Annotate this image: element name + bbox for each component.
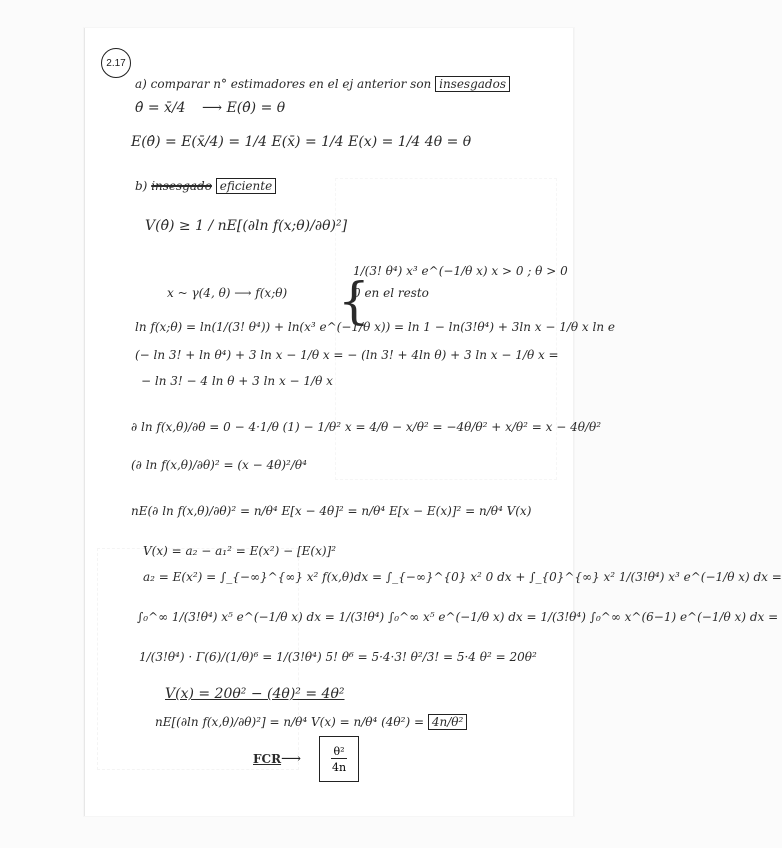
expectation-chain: E(θ̂) = E(x̄/4) = 1/4 E(x̄) = 1/4 E(x) = 1/4 4θ = θ [131,134,472,150]
integral-line: ∫₀^∞ 1/(3!θ⁴) x⁵ e^(−1/θ x) dx = 1/(3!θ⁴) ∫₀^∞ x⁵ e^(−1/θ x) dx = 1/(3!θ⁴) ∫₀^∞ x^(6−1) e^(−1/θ x) dx = [137,610,779,624]
fisher-line: nE(∂ ln f(x,θ)/∂θ)² = n/θ⁴ E[x − 4θ]² = n/θ⁴ E[x − E(x)]² = n/θ⁴ V(x) [131,504,532,518]
pdf-case-1: 1/(3! θ⁴) x³ e^(−1/θ x) x > 0 ; θ > 0 [353,264,568,278]
fcr-label: FCR [253,752,282,766]
ln-line-2: (− ln 3! + ln θ⁴) + 3 ln x − 1/θ x = − (ln 3! + 4ln θ) + 3 ln x − 1/θ x = [135,348,559,362]
derivative-line: ∂ ln f(x,θ)/∂θ = 0 − 4·1/θ (1) − 1/θ² x = 4/θ − x/θ² = −4θ/θ² + x/θ² = x − 4θ/θ² [131,420,602,434]
piecewise-brace: { [338,272,370,330]
gamma-evaluation: 1/(3!θ⁴) · Γ(6)/(1/θ)⁶ = 1/(3!θ⁴) 5! θ⁶ = 5·4·3! θ²/3! = 5·4 θ² = 20θ² [139,650,537,664]
gamma-line: x ~ γ(4, θ) ⟶ f(x;θ) [167,286,288,300]
eficiente-box: eficiente [216,178,276,194]
theta-hat-line: θ̂ = x̄/4 ⟶ E(θ̂) = θ [135,100,286,116]
a2-line: a₂ = E(x²) = ∫_{−∞}^{∞} x² f(x,θ)dx = ∫_{−∞}^{0} x² 0 dx + ∫_{0}^{∞} x² 1/(3!θ⁴) x³ e^(−1/θ x) dx = [143,570,782,584]
notebook-page [84,28,782,816]
variance-result: V(x) = 20θ² − (4θ)² = 4θ² [165,686,345,702]
part-a-line: a) comparar n° estimadores en el ej anterior son insesgados [135,76,510,92]
variance-definition: V(x) = a₂ − a₁² = E(x²) − [E(x)]² [143,544,337,558]
final-fisher-line: nE[(∂ln f(x,θ)/∂θ)²] = n/θ⁴ V(x) = n/θ⁴ (4θ²) = 4n/θ² [155,714,467,730]
ln-line-3: − ln 3! − 4 ln θ + 3 ln x − 1/θ x [141,374,333,388]
pdf-case-2: 0 en el resto [353,286,429,300]
variance-bound: V(θ̂) ≥ 1 / nE[(∂ln f(x;θ)/∂θ)²] [145,218,348,234]
part-b-line: b) insesgado eficiente [135,178,276,194]
fisher-result-box: 4n/θ² [428,714,467,730]
squared-derivative: (∂ ln f(x,θ)/∂θ)² = (x − 4θ)²/θ⁴ [131,458,307,472]
ln-line-1: ln f(x;θ) = ln(1/(3! θ⁴)) + ln(x³ e^(−1/θ x)) = ln 1 − ln(3!θ⁴) + 3ln x − 1/θ x ln e [135,320,615,334]
insesgados-box: insesgados [435,76,510,92]
problem-number-circle: 2.17 [101,48,131,78]
fcr-result-box: $\frac{\text{θ²}}{4n}$ [319,736,359,782]
arrow-icon: ⟶ [281,751,302,767]
